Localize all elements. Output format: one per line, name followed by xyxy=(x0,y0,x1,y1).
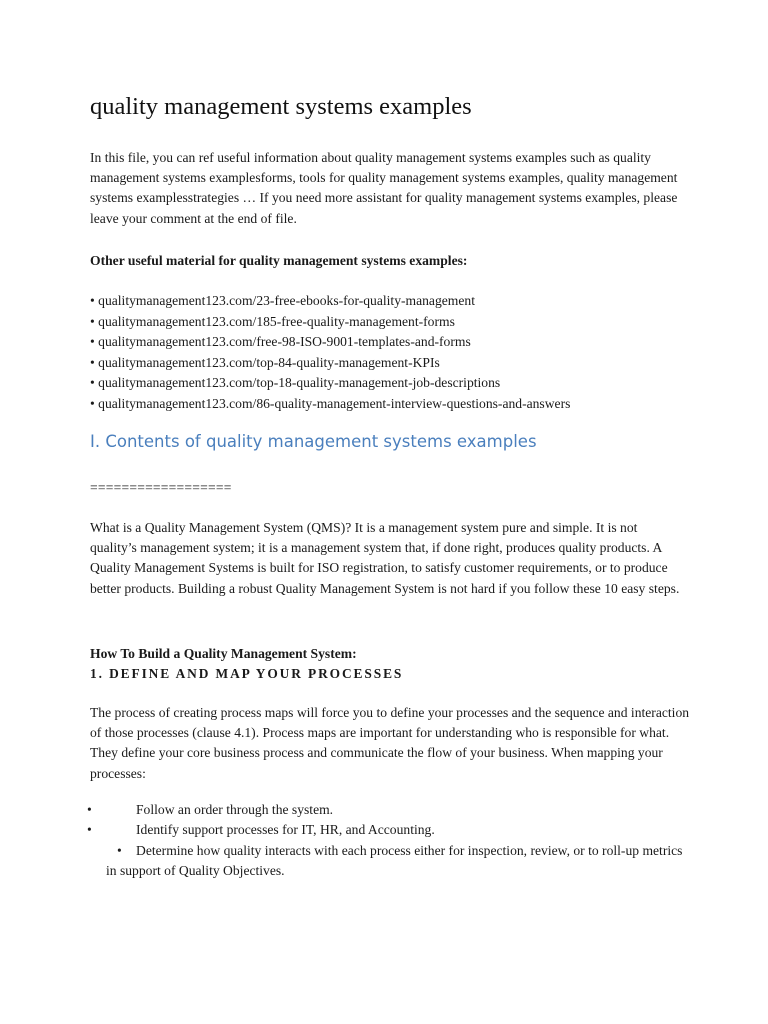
separator-line: ================== xyxy=(90,480,232,495)
qms-definition-paragraph: What is a Quality Management System (QMS)? It is a management system pure and simple. It is not quality’s management system; it is a management system that, if done right, produces quality products. A Quality Management Systems is built for ISO registration, to satisfy customer requirements, or to produce better products. Building a robust Quality Management System is not hard if you follow these 10 easy steps. xyxy=(90,520,680,596)
document-title: quality management systems examples xyxy=(90,93,472,120)
link-item[interactable]: • qualitymanagement123.com/86-quality-management-interview-questions-and-answers xyxy=(90,395,571,411)
step-heading: 1. DEFINE AND MAP YOUR PROCESSES xyxy=(90,666,404,681)
useful-links-list xyxy=(90,291,570,415)
bullet-icon: • xyxy=(117,842,122,858)
bullet-icon: • xyxy=(87,802,92,817)
list-item xyxy=(90,841,690,882)
list-item-text: Determine how quality interacts with each process either for inspection, review, or to roll-up metrics in support of Quality Objectives. xyxy=(106,842,683,879)
link-item[interactable]: • qualitymanagement123.com/free-98-ISO-9001-templates-and-forms xyxy=(90,334,471,350)
howto-heading: How To Build a Quality Management System: xyxy=(90,646,357,661)
other-material-heading: Other useful material for quality management systems examples: xyxy=(90,253,468,268)
mapping-steps-list xyxy=(87,800,690,882)
link-item[interactable]: • qualitymanagement123.com/23-free-ebooks-for-quality-management xyxy=(90,293,475,308)
list-item-text: Follow an order through the system. xyxy=(136,802,334,817)
link-item[interactable]: • qualitymanagement123.com/top-18-quality-management-job-descriptions xyxy=(90,375,501,391)
section-heading-contents: I. Contents of quality management systems examples xyxy=(90,432,537,451)
list-item xyxy=(87,800,690,820)
list-item-text: Identify support processes for IT, HR, and Accounting. xyxy=(136,822,435,838)
link-item[interactable]: • qualitymanagement123.com/top-84-quality-management-KPIs xyxy=(90,354,440,370)
bullet-icon: • xyxy=(87,822,92,838)
process-maps-paragraph: The process of creating process maps will force you to define your processes and the sequence and interaction of those processes (clause 4.1). Process maps are important for understanding who is responsible for what. They define your core business process and communicate the flow of your business. When mapping your processes: xyxy=(90,705,690,781)
link-item[interactable]: • qualitymanagement123.com/185-free-quality-management-forms xyxy=(90,313,455,329)
list-item xyxy=(87,820,690,840)
intro-paragraph: In this file, you can ref useful information about quality management systems examples such as quality management systems examplesforms, tools for quality management systems examples, quality management systems examplesstrategies … If you need more assistant for quality management systems examples, please leave your comment at the end of file. xyxy=(90,150,678,226)
